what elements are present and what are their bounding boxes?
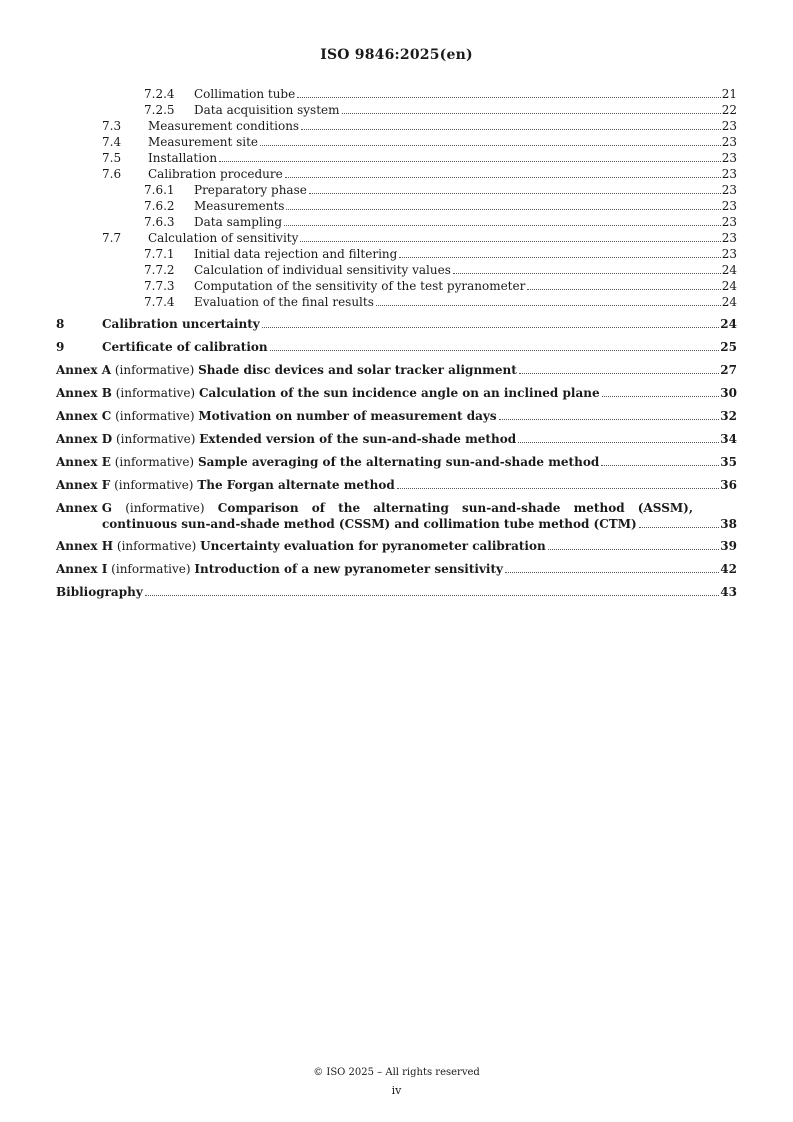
toc-entry-page: 21 [721,87,737,101]
toc-entry-title: Bibliography [56,585,143,599]
toc-annex-c[interactable] [56,408,737,425]
dot-leader [527,289,720,290]
dot-leader [519,373,720,374]
annex-type: (informative) [114,455,195,469]
dot-leader [260,145,721,146]
toc-entry-page: 25 [720,340,737,354]
toc-entry-title: Calibration uncertainty [102,317,260,331]
annex-title: Calculation of the sun incidence angle on an inclined plane [198,386,600,400]
toc-entry-title: Data acquisition system [194,103,340,117]
toc-entry-7-6-2[interactable] [56,198,737,214]
annex-id: Annex C [56,409,112,423]
toc-entry-title: Calculation of individual sensitivity values [194,263,451,277]
toc-entry-7-7[interactable] [56,230,737,246]
annex-title: Shade disc devices and solar tracker alignment [198,363,517,377]
annex-title: Introduction of a new pyranometer sensitivity [194,562,503,576]
toc-entry-title: Initial data rejection and filtering [194,247,398,261]
toc-entry-title: Preparatory phase [194,183,307,197]
annex-title-word: (ASSM), [637,501,693,515]
toc-entry-page: 23 [721,167,737,181]
dot-leader [297,97,721,98]
annex-id: Annex B [56,386,112,400]
toc-entry-7-4[interactable] [56,134,737,150]
toc-entry-title: Certificate of calibration [102,340,268,354]
toc-entry-number: 7.3 [102,119,122,133]
toc-entry-page: 23 [721,183,737,197]
toc-entry-number: 7.7.3 [144,279,175,293]
dot-leader [300,241,720,242]
toc-entry-title: Calculation of sensitivity [148,231,299,245]
annex-page: 36 [720,478,737,492]
toc-entry-number: 7.2.4 [144,87,175,101]
toc-annex-a[interactable] [56,362,737,379]
toc-entry-7-7-3[interactable] [56,278,737,294]
dot-leader [285,177,721,178]
annex-id: Annex A [56,363,112,377]
annex-page: 42 [720,562,737,576]
dot-leader [548,549,720,550]
toc-entry-title: Computation of the sensitivity of the test pyranometer [194,279,526,293]
dot-leader [219,161,721,162]
toc-entry-page: 24 [720,317,737,331]
toc-entry-title: Measurement site [148,135,259,149]
toc-entry-7-5[interactable] [56,150,737,166]
dot-leader [262,327,720,328]
toc-entry-page: 24 [721,279,737,293]
toc-entry-page: 23 [721,151,737,165]
annex-title: Motivation on number of measurement days [198,409,497,423]
dot-leader [286,209,720,210]
annex-type: (informative) [115,432,196,446]
toc-entry-number: 7.7.4 [144,295,175,309]
toc-entry-number: 7.7 [102,231,122,245]
toc-entry-7-6[interactable] [56,166,737,182]
dot-leader [376,305,721,306]
dot-leader [145,595,720,596]
dot-leader [602,396,720,397]
annex-title-word: Comparison [217,501,299,515]
toc-annex-e[interactable] [56,454,737,471]
toc-entry-number: 7.2.5 [144,103,175,117]
annex-id: Annex D [56,432,113,446]
annex-type: (informative) [114,478,194,492]
dot-leader [284,225,721,226]
toc-entry-number: 7.6.3 [144,215,175,229]
annex-id: Annex E [56,455,111,469]
toc-entry-number: 7.6.2 [144,199,175,213]
annex-title: The Forgan alternate method [197,478,395,492]
toc-annex-h[interactable] [56,538,737,555]
toc-entry-page: 22 [721,103,737,117]
annex-page: 27 [720,363,737,377]
toc-entry-7-7-4[interactable] [56,294,737,310]
toc-annex-b[interactable] [56,385,737,402]
toc-entry-title: Data sampling [194,215,283,229]
toc-entry-page: 23 [721,215,737,229]
annex-page: 38 [720,517,737,531]
dot-leader [270,350,720,351]
toc-entry-page: 23 [721,231,737,245]
toc-entry-title: Evaluation of the final results [194,295,374,309]
copyright-notice: © ISO 2025 – All rights reserved [313,1067,480,1078]
page-number: iv [391,1084,402,1097]
annex-title-word: the [338,501,361,515]
dot-leader [499,419,720,420]
dot-leader [397,488,720,489]
annex-id: Annex I [56,562,108,576]
table-of-contents [56,86,737,601]
dot-leader [453,273,721,274]
page-footer [0,1066,793,1098]
toc-annex-f[interactable] [56,477,737,494]
toc-entry-page: 23 [721,119,737,133]
toc-entry-number: 8 [56,317,65,331]
annex-page: 32 [720,409,737,423]
toc-entry-number: 7.6.1 [144,183,175,197]
toc-annex-i[interactable] [56,561,737,578]
dot-leader [342,113,721,114]
toc-annex-g[interactable] [56,500,737,532]
toc-entry-number: 7.4 [102,135,122,149]
toc-entry-page: 23 [721,247,737,261]
toc-entry-7-7-1[interactable] [56,246,737,262]
toc-bibliography[interactable] [56,584,737,601]
annex-type: (informative) [115,409,195,423]
toc-entry-9[interactable] [56,339,737,356]
dot-leader [601,465,719,466]
annex-page: 30 [720,386,737,400]
dot-leader [301,129,721,130]
dot-leader [399,257,720,258]
toc-entry-number: 7.5 [102,151,122,165]
annex-title: Sample averaging of the alternating sun-and-shade method [197,455,600,469]
annex-title: Extended version of the sun-and-shade method [199,432,517,446]
annex-title-word: sun-and-shade [462,501,561,515]
annex-type: (informative) [125,501,205,515]
toc-annex-d[interactable] [56,431,737,448]
document-header: ISO 9846:2025(en) [320,47,473,63]
toc-entry-number: 7.7.1 [144,247,175,261]
annex-page: 34 [720,432,737,446]
toc-entry-page: 23 [721,135,737,149]
annex-g-title-line-1 [56,500,737,516]
toc-entry-title: Collimation tube [194,87,296,101]
toc-entry-page: 43 [720,585,737,599]
toc-entry-number: 7.7.2 [144,263,175,277]
annex-id: Annex H [56,539,114,553]
dot-leader [309,193,721,194]
toc-entry-title: Installation [148,151,218,165]
toc-entry-7-2-4[interactable] [56,86,737,102]
annex-title: continuous sun-and-shade method (CSSM) and collimation tube method (CTM) [102,517,637,531]
toc-entry-7-3[interactable] [56,118,737,134]
annex-type: (informative) [115,386,196,400]
annex-title-word: of [311,501,325,515]
toc-entry-page: 24 [721,295,737,309]
dot-leader [639,527,720,528]
toc-entry-7-6-1[interactable] [56,182,737,198]
annex-id: Annex F [56,478,111,492]
annex-type: (informative) [116,539,197,553]
annex-type: (informative) [111,562,191,576]
dot-leader [505,572,719,573]
annex-type: (informative) [114,363,195,377]
toc-entry-7-6-3[interactable] [56,214,737,230]
toc-entry-title: Calibration procedure [148,167,283,181]
toc-entry-page: 24 [721,263,737,277]
toc-entry-number: 9 [56,340,65,354]
dot-leader [518,442,719,443]
toc-entry-title: Measurements [194,199,285,213]
annex-title-word: method [573,501,625,515]
toc-entry-page: 23 [721,199,737,213]
annex-g-title-line-2 [56,516,737,532]
toc-entry-7-7-2[interactable] [56,262,737,278]
annex-page: 39 [720,539,737,553]
annex-title-word: alternating [373,501,449,515]
toc-entry-7-2-5[interactable] [56,102,737,118]
toc-entry-8[interactable] [56,316,737,333]
annex-id: Annex G [56,501,112,515]
annex-title: Uncertainty evaluation for pyranometer calibration [200,539,546,553]
toc-entry-title: Measurement conditions [148,119,300,133]
toc-entry-number: 7.6 [102,167,122,181]
annex-page: 35 [720,455,737,469]
